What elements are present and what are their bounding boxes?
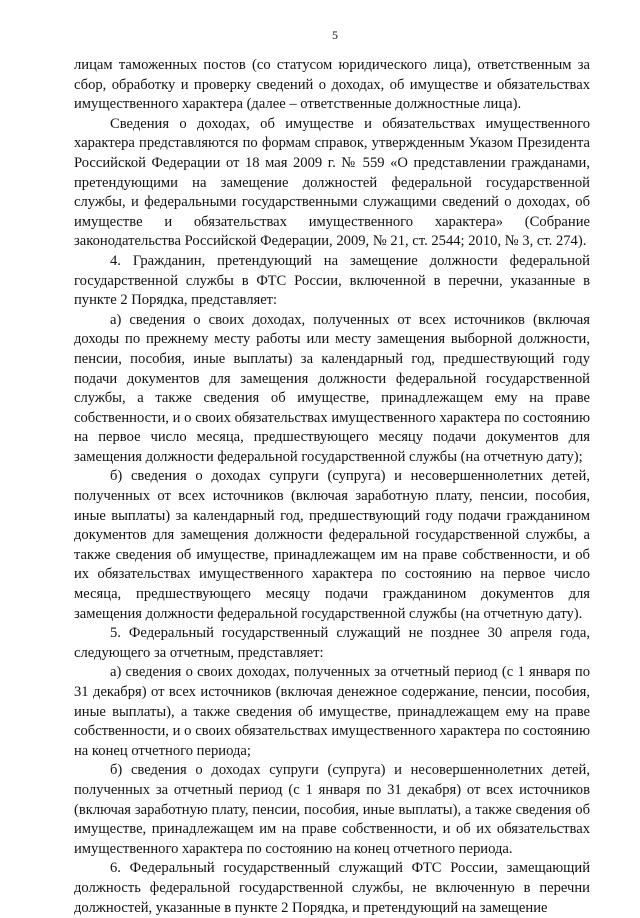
paragraph-item-4b: б) сведения о доходах супруги (супруга) и несовершеннолетних детей, полученных от всех источников (включая заработную плату, пенсии, пособия, иные выплаты) за календарный год, предшествующий году подачи гражданином документов для замещения должности федеральной государственной службы, а также сведения об имуществе, принадлежащем им на праве собственности, и об их обязательствах имущественного характера по состоянию на первое число месяца, предшествующего месяцу подачи гражданином документов для замещения должности федеральной государственной службы (на отчетную дату). — [74, 468, 590, 622]
document-page — [74, 26, 590, 918]
paragraph-item-4: 4. Гражданин, претендующий на замещение должности федеральной государственной службы в ФТС России, включенной в перечни, указанные в пункте 2 Порядка, представляет: — [74, 252, 590, 309]
paragraph-continuation: лицам таможенных постов (со статусом юридического лица), ответственным за сбор, обработку и проверку сведений о доходах, об имуществе и обязательствах имущественного характера (далее – ответственные должностные лица). — [74, 57, 590, 113]
document-body — [74, 56, 590, 918]
paragraph-item-6: 6. Федеральный государственный служащий ФТС России, замещающий должность федеральной государственной службы, не включенную в перечни должностей, указанные в пункте 2 Порядка, и претендующий на замещение — [74, 860, 590, 916]
page-number: 5 — [332, 28, 338, 42]
paragraph-item-5b: б) сведения о доходах супруги (супруга) и несовершеннолетних детей, полученных за отчетный период (с 1 января по 31 декабря) от всех источников (включая заработную плату, пенсии, пособия, иные выплаты), а также сведения об имуществе, принадлежащем им на праве собственности, и об их обязательствах имущественного характера по состоянию на конец отчетного периода. — [74, 762, 590, 857]
paragraph-forms-of-declarations: Сведения о доходах, об имуществе и обязательствах имущественного характера представляются по формам справок, утвержденным Указом Президента Российской Федерации от 18 мая 2009 г. № 559 «О представлении гражданами, претендующими на замещение должностей федеральной государственной службы, и федеральными государственными служащими сведений о доходах, об имуществе и обязательствах имущественного характера» (Собрание законодательства Российской Федерации, 2009, № 21, ст. 2544; 2010, № 3, ст. 274). — [74, 115, 590, 250]
paragraph-item-5a: а) сведения о своих доходах, полученных за отчетный период (с 1 января по 31 декабря) от всех источников (включая денежное содержание, пенсии, пособия, иные выплаты), а также сведения об имуществе, принадлежащем ему на праве собственности, и о своих обязательствах имущественного характера по состоянию на конец отчетного периода; — [74, 664, 590, 759]
paragraph-item-5: 5. Федеральный государственный служащий не позднее 30 апреля года, следующего за отчетным, представляет: — [74, 625, 590, 661]
paragraph-item-4a: а) сведения о своих доходах, полученных от всех источников (включая доходы по прежнему месту работы или месту замещения выборной должности, пенсии, пособия, иные выплаты) за календарный год, предшествующий году подачи документов для замещения должности федеральной государственной службы, а также сведения об имуществе, принадлежащем ему на праве собственности, и о своих обязательствах имущественного характера по состоянию на первое число месяца, предшествующего месяцу подачи документов для замещения должности федеральной государственной службы (на отчетную дату); — [74, 311, 590, 465]
